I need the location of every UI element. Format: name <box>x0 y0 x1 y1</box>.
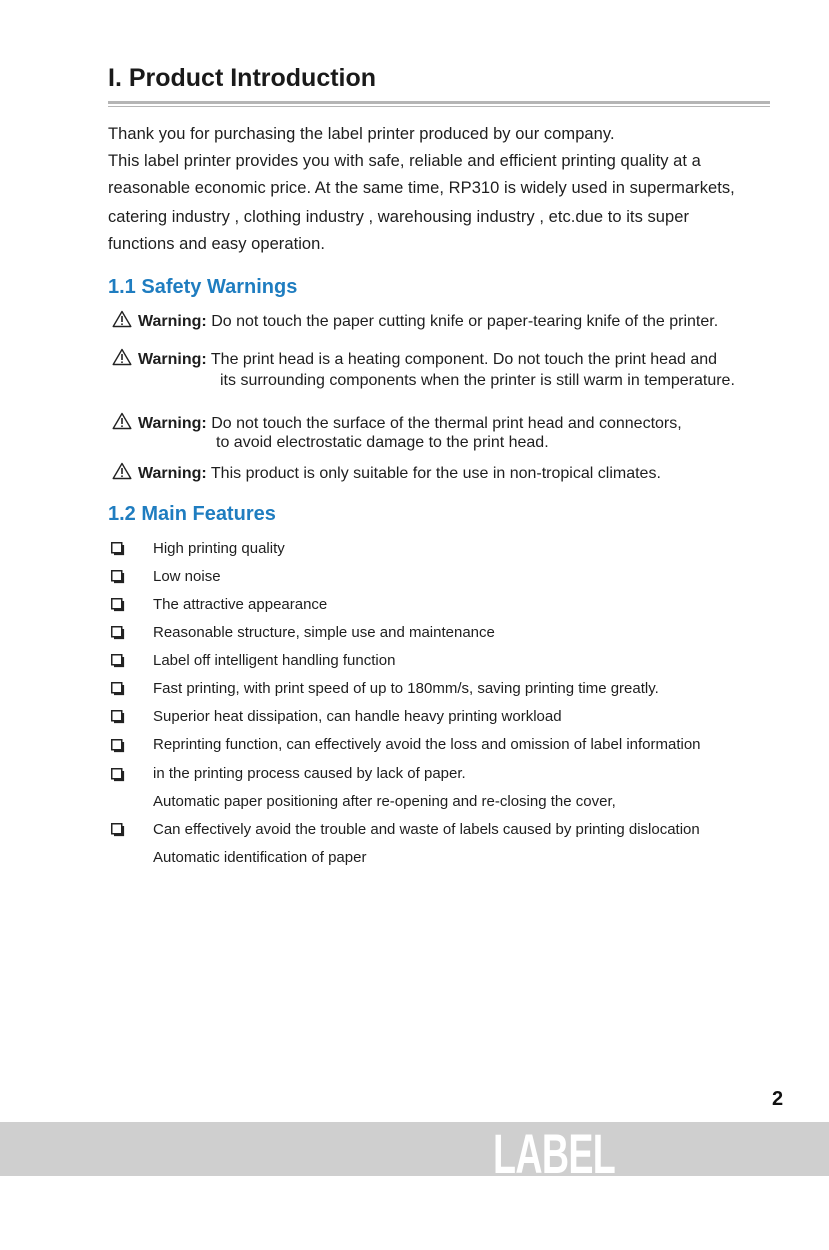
warning-label: Warning: <box>138 351 207 368</box>
warning-label: Warning: <box>138 415 207 432</box>
warning-text-continued: to avoid electrostatic damage to the print head. <box>216 434 549 451</box>
title-divider-thin <box>108 106 770 107</box>
checkbox-icon <box>111 682 124 695</box>
warning-item <box>112 310 718 331</box>
brand-printer: PRINTER <box>493 1186 654 1249</box>
warning-text: The print head is a heating component. Do not touch the print head and <box>210 351 718 368</box>
page-number: 2 <box>772 1088 784 1110</box>
warning-item <box>112 412 682 433</box>
warning-text: This product is only suitable for the use in non-tropical climates. <box>210 465 661 482</box>
checkbox-icon <box>111 710 124 723</box>
footer-brand <box>493 1122 829 1249</box>
warning-triangle-icon <box>112 412 132 430</box>
warning-label: Warning: <box>138 313 207 330</box>
warning-item <box>112 462 661 483</box>
intro-line: Thank you for purchasing the label printer produced by our company. <box>108 125 615 143</box>
warning-text: Do not touch the paper cutting knife or paper-tearing knife of the printer. <box>211 313 719 330</box>
feature-item: High printing quality <box>153 540 285 557</box>
feature-item: Reasonable structure, simple use and maintenance <box>153 624 495 641</box>
checkbox-icon <box>111 570 124 583</box>
feature-item: Superior heat dissipation, can handle heavy printing workload <box>153 708 562 725</box>
feature-item: The attractive appearance <box>153 596 328 613</box>
checkbox-icon <box>111 768 124 781</box>
feature-item: Fast printing, with print speed of up to 180mm/s, saving printing time greatly. <box>153 680 659 697</box>
section-title-features: 1.2 Main Features <box>108 503 276 525</box>
checkbox-icon <box>111 542 124 555</box>
warning-text: Do not touch the surface of the thermal print head and connectors, <box>211 415 682 432</box>
intro-line: catering industry , clothing industry , warehousing industry , etc.due to its super <box>108 208 690 226</box>
brand-label: LABEL <box>493 1122 616 1185</box>
warning-triangle-icon <box>112 348 132 366</box>
intro-line: reasonable economic price. At the same time, RP310 is widely used in supermarkets, <box>108 179 735 197</box>
section-title-safety: 1.1 Safety Warnings <box>108 276 298 298</box>
intro-line: This label printer provides you with safe, reliable and efficient printing quality at a <box>108 152 701 170</box>
warning-triangle-icon <box>112 310 132 328</box>
checkbox-icon <box>111 626 124 639</box>
checkbox-icon <box>111 823 124 836</box>
feature-item: Reprinting function, can effectively avoid the loss and omission of label information <box>153 736 701 753</box>
feature-item: Automatic identification of paper <box>153 849 367 866</box>
intro-line: functions and easy operation. <box>108 235 326 253</box>
feature-item: Automatic paper positioning after re-opening and re-closing the cover, <box>153 793 616 810</box>
warning-label: Warning: <box>138 465 207 482</box>
page-title: I. Product Introduction <box>108 64 377 92</box>
checkbox-icon <box>111 598 124 611</box>
warning-triangle-icon <box>112 462 132 480</box>
checkbox-icon <box>111 654 124 667</box>
feature-item: Can effectively avoid the trouble and waste of labels caused by printing dislocation <box>153 821 700 838</box>
checkbox-icon <box>111 739 124 752</box>
warning-text-continued: its surrounding components when the printer is still warm in temperature. <box>220 372 735 389</box>
warning-item <box>112 348 717 369</box>
feature-item: Label off intelligent handling function <box>153 652 396 669</box>
feature-item: Low noise <box>153 568 221 585</box>
title-divider <box>108 101 770 104</box>
feature-item: in the printing process caused by lack of paper. <box>153 765 466 782</box>
